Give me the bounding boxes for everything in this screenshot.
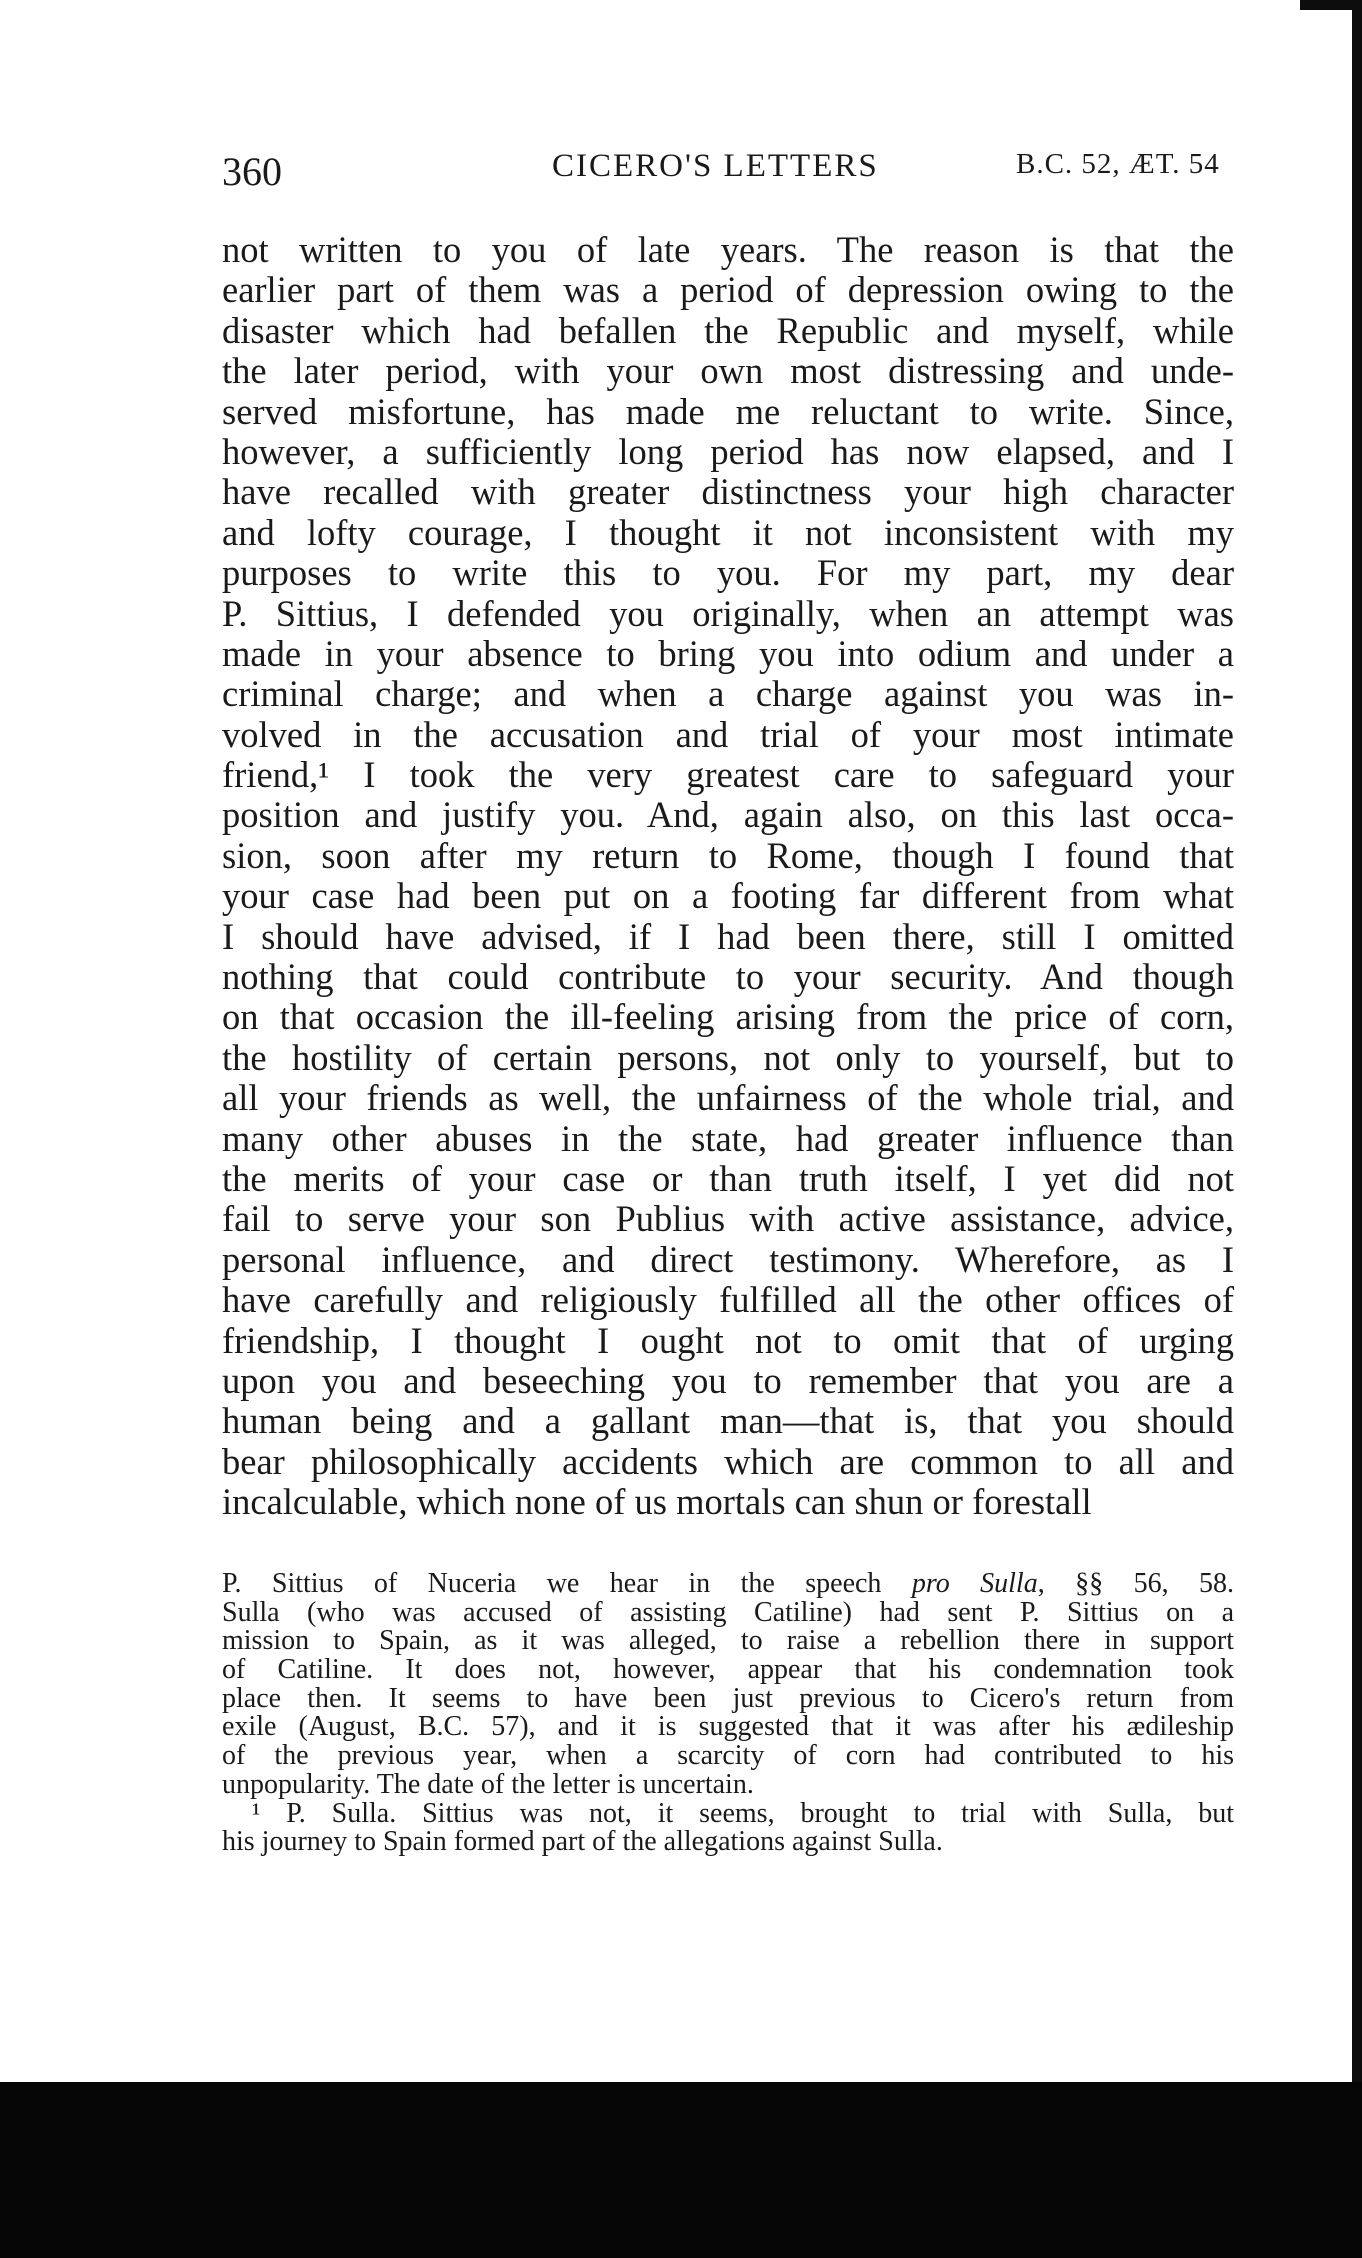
text-line: position and justify you. And, again also, on this last occa- [222, 794, 1234, 836]
letter-body [222, 230, 1234, 1523]
text-line: P. Sittius, I defended you originally, when an attempt was [222, 592, 1234, 634]
note-intro-line: Sulla (who was accused of assisting Catiline) had sent P. Sittius on a [222, 1596, 1234, 1628]
text-line: personal influence, and direct testimony. Wherefore, as I [222, 1238, 1234, 1280]
text-line: sion, soon after my return to Rome, though I found that [222, 834, 1234, 876]
note-intro-line: P. Sittius of Nuceria we hear in the speech pro Sulla, §§ 56, 58. [222, 1568, 1235, 1599]
text-line: human being and a gallant man—that is, that you should [222, 1400, 1234, 1442]
text-line: friendship, I thought I ought not to omit that of urging [222, 1319, 1234, 1361]
text-line: have recalled with greater distinctness your high character [222, 471, 1234, 513]
note-intro-line: of the previous year, when a scarcity of corn had contributed to his [222, 1740, 1234, 1772]
page-number: 360 [222, 149, 282, 194]
note-intro-line: mission to Spain, as it was alleged, to raise a rebellion there in support [222, 1625, 1234, 1657]
text-line: criminal charge; and when a charge against you was in- [222, 673, 1234, 715]
footnotes [222, 1570, 1234, 1857]
note-intro-line: unpopularity. The date of the letter is uncertain. [222, 1768, 754, 1800]
note-intro-line: of Catiline. It does not, however, appear that his condemnation took [222, 1654, 1234, 1686]
note-intro-line: place then. It seems to have been just previous to Cicero's return from [222, 1682, 1234, 1714]
footnote-marker: ¹ [252, 1797, 261, 1829]
text-line: volved in the accusation and trial of your most intimate [222, 713, 1234, 755]
text-line: purposes to write this to you. For my part, my dear [222, 552, 1234, 594]
text-line: bear philosophically accidents which are common to all and [222, 1440, 1234, 1482]
text-line: have carefully and religiously fulfilled all the other offices of [222, 1279, 1234, 1321]
text-line: nothing that could contribute to your security. And though [222, 956, 1234, 998]
text-line: the merits of your case or than truth itself, I yet did not [222, 1157, 1234, 1199]
footnote-1-line: his journey to Spain formed part of the allegations against Sulla. [222, 1826, 943, 1858]
text-line: your case had been put on a footing far different from what [222, 875, 1234, 917]
text-line: many other abuses in the state, had greater influence than [222, 1117, 1234, 1159]
text-line: the hostility of certain persons, not only to yourself, but to [222, 1036, 1234, 1078]
text-line: all your friends as well, the unfairness of the whole trial, and [222, 1077, 1234, 1119]
text-line: on that occasion the ill-feeling arising from the price of corn, [222, 996, 1234, 1038]
text-line: not written to you of late years. The reason is that the [222, 229, 1234, 270]
note-intro-line: exile (August, B.C. 57), and it is suggested that it was after his ædileship [222, 1711, 1234, 1743]
text-line: upon you and beseeching you to remember that you are a [222, 1359, 1234, 1401]
running-title: CICERO'S LETTERS [552, 148, 879, 184]
date-reference: B.C. 52, ÆT. 54 [1016, 148, 1220, 180]
text-line: made in your absence to bring you into odium and under a [222, 632, 1234, 674]
text-line: fail to serve your son Publius with active assistance, advice, [222, 1198, 1234, 1240]
text-line: however, a sufficiently long period has now elapsed, and I [222, 430, 1234, 472]
scan-edge-right [1352, 0, 1362, 2100]
text-line: friend,¹ I took the very greatest care to safeguard your [222, 754, 1234, 796]
text-line: incalculable, which none of us mortals can shun or forestall [222, 1481, 1092, 1523]
text-line: the later period, with your own most distressing and unde- [222, 350, 1234, 392]
footnote-1-line: ¹ P. Sulla. Sittius was not, it seems, brought to trial with Sulla, but [252, 1797, 1234, 1829]
text-line: earlier part of them was a period of depression owing to the [222, 269, 1234, 311]
speech-title: pro Sulla [911, 1568, 1038, 1599]
text-line: disaster which had befallen the Republic and myself, while [222, 309, 1234, 351]
scan-edge-bottom [0, 2082, 1362, 2258]
text-line: and lofty courage, I thought it not inconsistent with my [222, 511, 1234, 553]
text-line: I should have advised, if I had been there, still I omitted [222, 915, 1234, 957]
text-line: served misfortune, has made me reluctant to write. Since, [222, 390, 1234, 432]
